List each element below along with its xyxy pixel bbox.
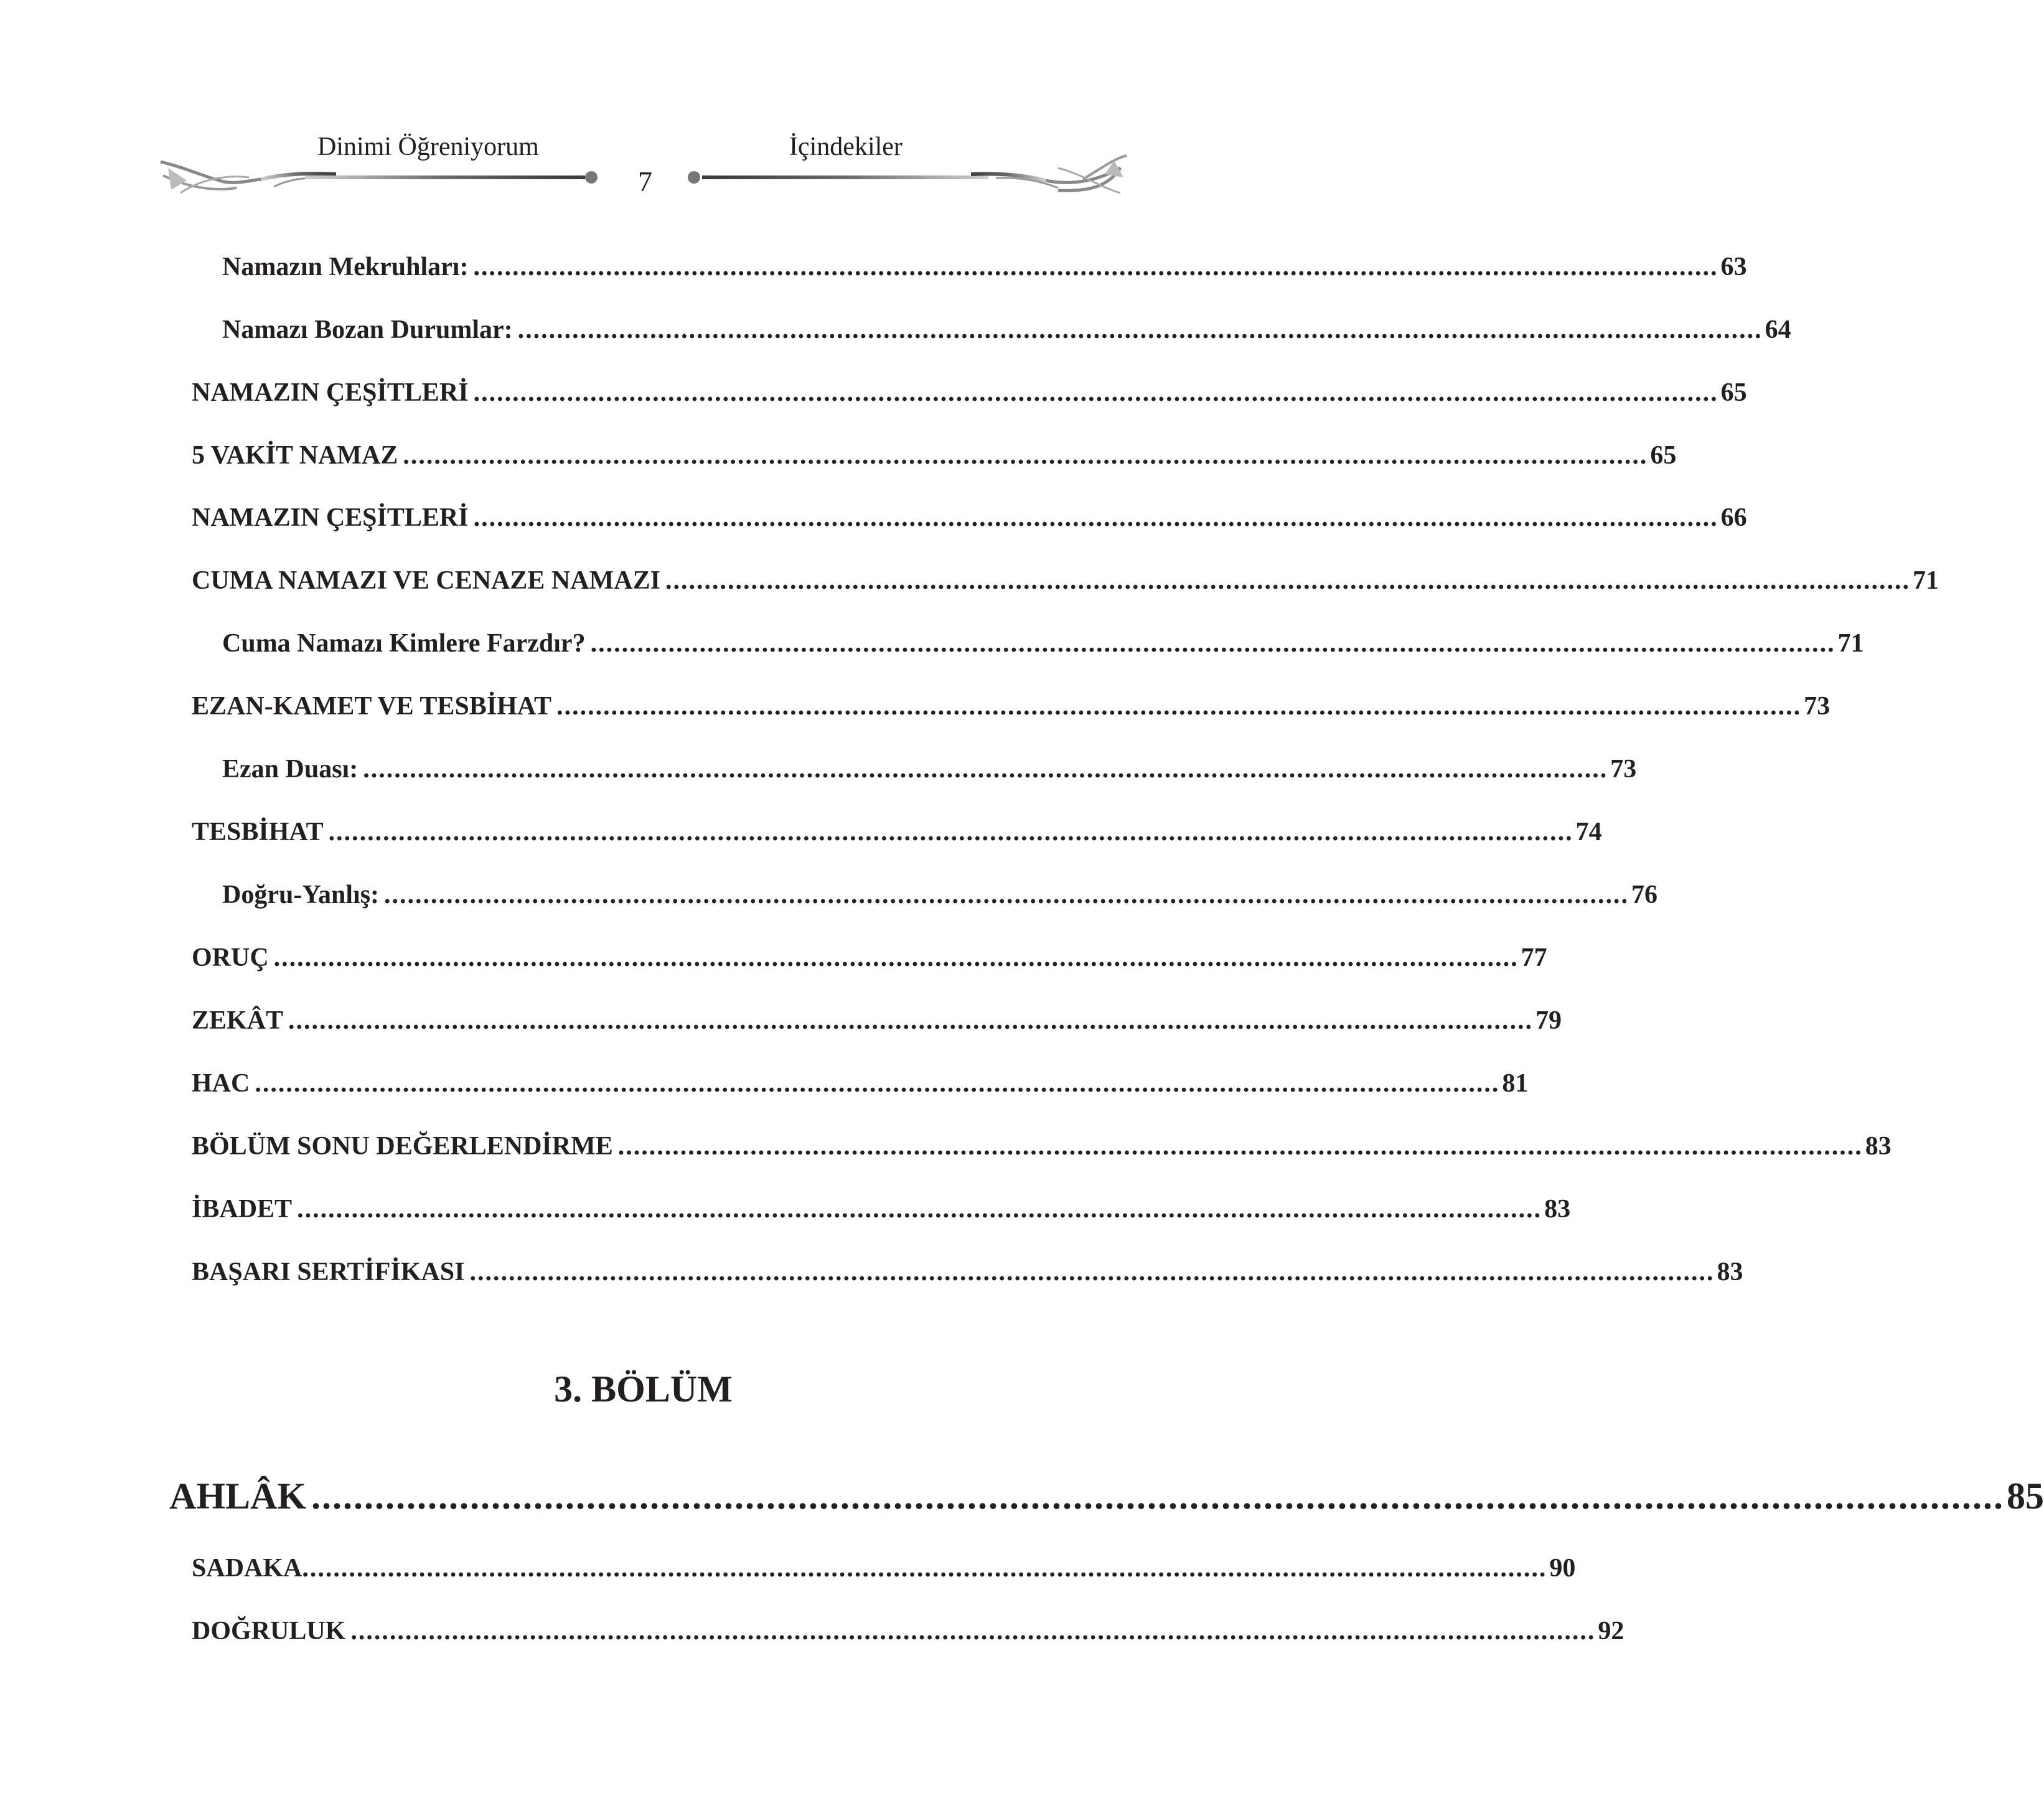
dot-leader: ................................................................................................................................................................ [403, 441, 1648, 470]
chapter-page: 85 [2007, 1476, 2044, 1517]
toc-entry-title: NAMAZIN ÇEŞİTLERİ [192, 378, 469, 407]
toc-entry[interactable] [222, 880, 1658, 910]
toc-entry[interactable] [192, 566, 1939, 596]
toc-entry-page: 74 [1575, 818, 1602, 846]
toc-entry-page: 73 [1610, 755, 1637, 784]
chapter-title: AHLÂK [169, 1476, 307, 1517]
toc-entry[interactable] [192, 1194, 1571, 1224]
toc-entry[interactable] [192, 1131, 1892, 1161]
dot-leader: ................................................................................................................................................................ [665, 566, 1910, 595]
dot-leader: ................................................................................................................................................................ [297, 1195, 1542, 1223]
toc-entry-page: 71 [1912, 566, 1939, 595]
toc-entry-page: 63 [1720, 253, 1747, 281]
toc-entry-title: EZAN-KAMET VE TESBİHAT [192, 692, 552, 721]
toc-entry-title: ORUÇ [192, 943, 269, 972]
dot-leader: ................................................................................................................................................................ [473, 253, 1718, 281]
dot-leader: ................................................................................................................................................................ [350, 1617, 1596, 1645]
dot-leader: ................................................................................................................................................................ [617, 1132, 1863, 1161]
toc-entry-page: 81 [1502, 1069, 1529, 1098]
dot-leader: ................................................................................................................................................................ [473, 503, 1718, 532]
toc-entry-title: İBADET [192, 1195, 293, 1223]
toc-entry-title: NAMAZIN ÇEŞİTLERİ [192, 503, 469, 532]
dot-leader: ................................................................................................................................................................ [384, 881, 1629, 909]
dot-leader: ................................................................................................................................................................ [517, 316, 1763, 344]
section-heading: 3. BÖLÜM [554, 1368, 733, 1410]
toc-entry-page: 76 [1631, 881, 1658, 909]
toc-entry[interactable] [192, 1006, 1562, 1036]
toc-entry[interactable] [222, 629, 1864, 658]
dot-leader: ................................................................................................................................................................ [473, 378, 1718, 407]
toc-entry[interactable] [192, 691, 1831, 721]
toc-entry-title: HAC [192, 1069, 250, 1098]
section-title-header: İçindekiler [789, 133, 902, 161]
chapter-entry[interactable] [169, 1475, 2044, 1518]
toc-entry-title: Ezan Duası: [222, 755, 359, 784]
dot-leader: ................................................................................................................................................................ [328, 818, 1573, 846]
toc-entry[interactable] [222, 252, 1747, 282]
toc-entry-title: Namazı Bozan Durumlar: [222, 316, 513, 344]
toc-entry[interactable] [192, 943, 1547, 973]
dot-leader: ................................................................................................................................................................ [590, 629, 1835, 658]
book-title: Dinimi Öğreniyorum [317, 133, 539, 161]
toc-entry-page: 65 [1720, 378, 1747, 407]
toc-entry-title: Cuma Namazı Kimlere Farzdır? [222, 629, 586, 658]
toc-entry[interactable] [192, 1257, 1743, 1287]
toc-entry[interactable] [222, 315, 1791, 345]
dot-leader: ................................................................................................................................................................ [556, 692, 1802, 721]
toc-entry-title: DOĞRULUK [192, 1617, 346, 1645]
dot-leader: ................................................................................................................................................................ [311, 1476, 2005, 1517]
dot-leader: ................................................................................................................................................................ [273, 943, 1519, 972]
toc-entry-title: BAŞARI SERTİFİKASI [192, 1258, 465, 1286]
toc-entry[interactable] [192, 1553, 1576, 1583]
toc-entry-page: 83 [1544, 1195, 1571, 1223]
toc-entry-title: TESBİHAT [192, 818, 324, 846]
toc-entry-title: 5 VAKİT NAMAZ [192, 441, 398, 470]
dot-leader: ................................................................................................................................................................ [255, 1069, 1500, 1098]
toc-entry-page: 71 [1837, 629, 1864, 658]
toc-entry-page: 66 [1720, 503, 1747, 532]
toc-entry[interactable] [192, 441, 1677, 470]
toc-entry-page: 92 [1598, 1617, 1624, 1645]
toc-entry-title: Doğru-Yanlış: [222, 881, 380, 909]
toc-entry[interactable] [192, 1616, 1624, 1646]
toc-entry[interactable] [192, 817, 1602, 847]
toc-entry[interactable] [222, 754, 1637, 784]
dot-leader: ................................................................................................................................................................ [363, 755, 1608, 784]
toc-entry-page: 83 [1865, 1132, 1892, 1161]
dot-leader: ................................................................................................................................................................ [302, 1554, 1547, 1583]
page-number: 7 [638, 166, 652, 197]
toc-entry-page: 90 [1549, 1554, 1576, 1583]
toc-entry-page: 64 [1765, 316, 1791, 344]
toc-entry-page: 77 [1521, 943, 1547, 972]
toc-entry-page: 65 [1650, 441, 1677, 470]
dot-leader: ................................................................................................................................................................ [469, 1258, 1715, 1286]
toc-entry-title: ZEKÂT [192, 1006, 284, 1035]
toc-entry[interactable] [192, 503, 1747, 533]
dot-leader: ................................................................................................................................................................ [288, 1006, 1534, 1035]
toc-entry[interactable] [192, 378, 1747, 408]
toc-entry-page: 79 [1535, 1006, 1562, 1035]
toc-entry-title: BÖLÜM SONU DEĞERLENDİRME [192, 1132, 613, 1161]
toc-entry-page: 73 [1804, 692, 1831, 721]
toc-entry-title: SADAKA [192, 1554, 302, 1583]
toc-entry-title: Namazın Mekruhları: [222, 253, 469, 281]
toc-entry-page: 83 [1717, 1258, 1743, 1286]
toc-entry-title: CUMA NAMAZI VE CENAZE NAMAZI [192, 566, 660, 595]
toc-entry[interactable] [192, 1069, 1529, 1098]
